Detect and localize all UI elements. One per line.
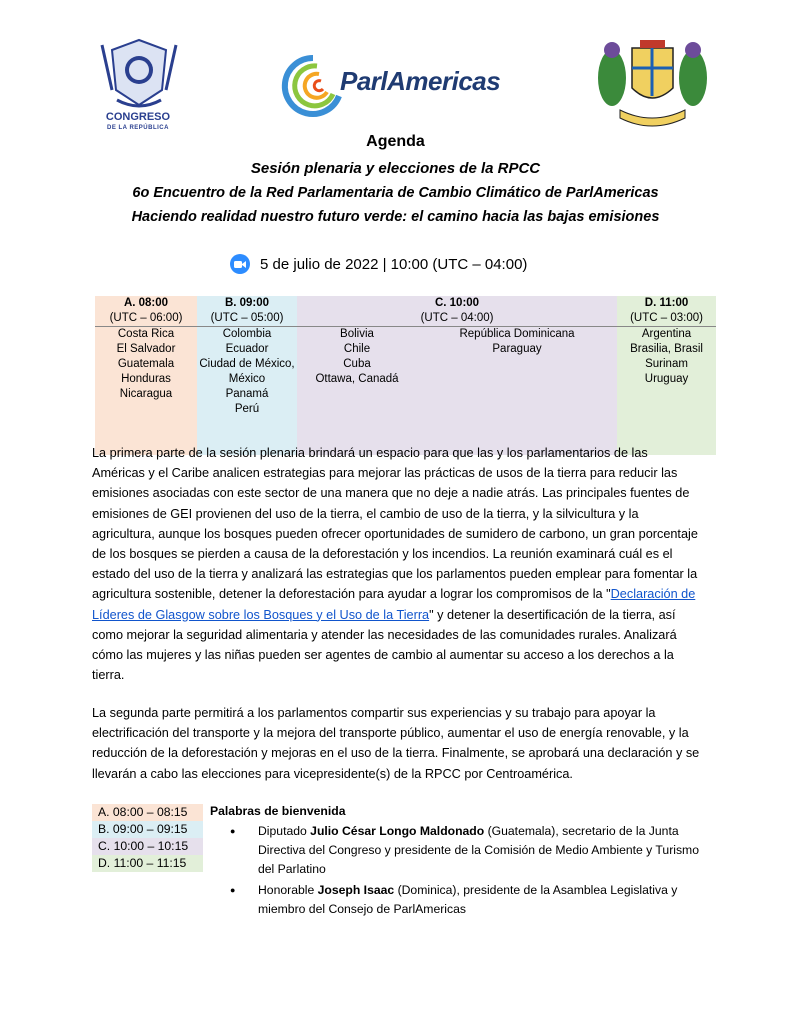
- paragraph-part-one: [92, 443, 702, 685]
- country-item: Bolivia: [340, 328, 374, 340]
- speaker-prefix: Diputado: [258, 824, 311, 838]
- country-item: Panamá: [225, 388, 269, 400]
- paragraph-text: La primera parte de la sesión plenaria brindará un espacio para que las y los parlamentarios de las Américas y el Caribe analicen estrategias para mejorar las prácticas de usos de la tierra para reducir las emisiones asociadas con este sector de una manera que no deje a nadie atrás. Las principales fuentes de emisiones de GEI provienen del uso de la tierra, el cambio de uso de la tierra, y la silvicultura y la agricultura, aunque los bosques pueden ofrecer oportunidades de sumidero de carbono, un gran porcentaje de los bosques se pierden a causa de la deforestación y los incendios. La reunión examinará cuál es el estado del uso de la tierra y analizará las estrategias que los parlamentos pueden emplear para fomentar la agricultura sostenible, detener la deforestación para ayudar a lograr los compromisos de la ": [92, 446, 698, 602]
- tz-c-utc: (UTC – 04:00): [297, 311, 617, 327]
- meeting-subtitle: 6o Encuentro de la Red Parlamentaria de Cambio Climático de ParlAmericas: [132, 185, 659, 201]
- tz-b-time: B. 09:00: [197, 296, 297, 311]
- country-item: Argentina: [641, 328, 692, 340]
- tz-d-time: D. 11:00: [617, 296, 716, 311]
- glasgow-declaration-link[interactable]: Declaración de Líderes de Glasgow sobre los Bosques y el Uso de la Tierra: [92, 587, 696, 622]
- tz-a-utc: (UTC – 06:00): [95, 311, 197, 327]
- parlamericas-wordmark: ParlAmericas: [340, 66, 501, 96]
- tz-c-time: C. 10:00: [297, 296, 617, 311]
- country-item: Cuba: [343, 358, 371, 370]
- zoom-video-icon: [230, 254, 250, 274]
- date-time-text: 5 de julio de 2022 | 10:00 (UTC – 04:00): [260, 255, 528, 273]
- tz-c-countries-col1: [297, 327, 417, 456]
- theme-subtitle: Haciendo realidad nuestro futuro verde: el camino hacia las bajas emisiones: [131, 209, 660, 225]
- tz-c-countries-col2: [417, 327, 617, 456]
- speaker-prefix: Honorable: [258, 883, 318, 897]
- session-subtitle: Sesión plenaria y elecciones de la RPCC: [250, 160, 541, 177]
- dominica-coat-of-arms: [590, 38, 715, 128]
- country-item: Chile: [343, 343, 371, 355]
- tz-b-countries: [197, 327, 297, 456]
- time-slot-c: C. 10:00 – 10:15: [92, 838, 203, 855]
- agenda-title: Agenda: [366, 133, 425, 150]
- list-item: [230, 822, 700, 879]
- tz-d-utc: (UTC – 03:00): [617, 311, 716, 327]
- country-item: Ciudad de México,: [199, 358, 295, 370]
- time-slot-b: B. 09:00 – 09:15: [92, 821, 203, 838]
- paragraph-part-two: La segunda parte permitirá a los parlamentos compartir sus experiencias y su trabajo para apoyar la electrificación del transporte y la mejora del transporte público, aumentar el uso de energía renovable, y la reducción de la deforestación y mejoras en el uso de la tierra. Finalmente, se aprobará una declaración y se llevarán a cabo las elecciones para vicepresidente(s) de la RPCC por Centroamérica.: [92, 706, 700, 781]
- list-item: [230, 881, 700, 919]
- country-item: República Dominicana: [459, 328, 575, 340]
- tz-b-utc: (UTC – 05:00): [197, 311, 297, 327]
- congreso-wordmark: [92, 112, 184, 134]
- country-item: Ecuador: [225, 343, 269, 355]
- country-item: Costa Rica: [117, 328, 175, 340]
- country-item: Brasilia, Brasil: [630, 343, 703, 355]
- welcome-heading: Palabras de bienvenida: [210, 804, 346, 818]
- country-item: Guatemala: [117, 358, 175, 370]
- speaker-description: (Dominica), presidente de la Asamblea Legislativa y miembro del Consejo de ParlAmericas: [258, 883, 678, 916]
- country-item: Colombia: [222, 328, 272, 340]
- date-time-line: [230, 254, 527, 274]
- time-slot-a: A. 08:00 – 08:15: [92, 804, 203, 821]
- schedule-times: [92, 804, 203, 872]
- time-slot-d: D. 11:00 – 11:15: [92, 855, 203, 872]
- country-item: Paraguay: [492, 343, 542, 355]
- country-item: Uruguay: [644, 373, 689, 385]
- country-item: Perú: [234, 403, 260, 415]
- speaker-description: (Guatemala), secretario de la Junta Directiva del Congreso y presidente de la Comisión de Medio Ambiente y Turismo del Parlatino: [258, 824, 699, 876]
- tz-a-time: A. 08:00: [95, 296, 197, 311]
- country-item: Nicaragua: [119, 388, 173, 400]
- speaker-name: Joseph Isaac: [317, 883, 395, 897]
- congreso-line1: CONGRESO: [105, 111, 171, 123]
- paragraph-text: " y detener la desertificación de la tierra, así como mejorar la seguridad alimentaria y atender las necesidades de las comunidades rurales. Analizará cómo las mujeres y las niñas pueden ser agentes de cambio al aumentar su acceso a los derechos a la tierra.: [92, 607, 677, 683]
- speaker-list: [230, 822, 700, 921]
- country-item: Ottawa, Canadá: [315, 373, 399, 385]
- country-item: El Salvador: [116, 343, 176, 355]
- timezone-table: [95, 296, 716, 455]
- tz-a-countries: [95, 327, 197, 456]
- country-item: México: [228, 373, 266, 385]
- country-item: Surinam: [645, 358, 688, 370]
- country-item: Honduras: [121, 373, 171, 385]
- tz-d-countries: [617, 327, 716, 456]
- congreso-line2: DE LA REPÚBLICA: [107, 125, 169, 131]
- speaker-name: Julio César Longo Maldonado: [310, 824, 485, 838]
